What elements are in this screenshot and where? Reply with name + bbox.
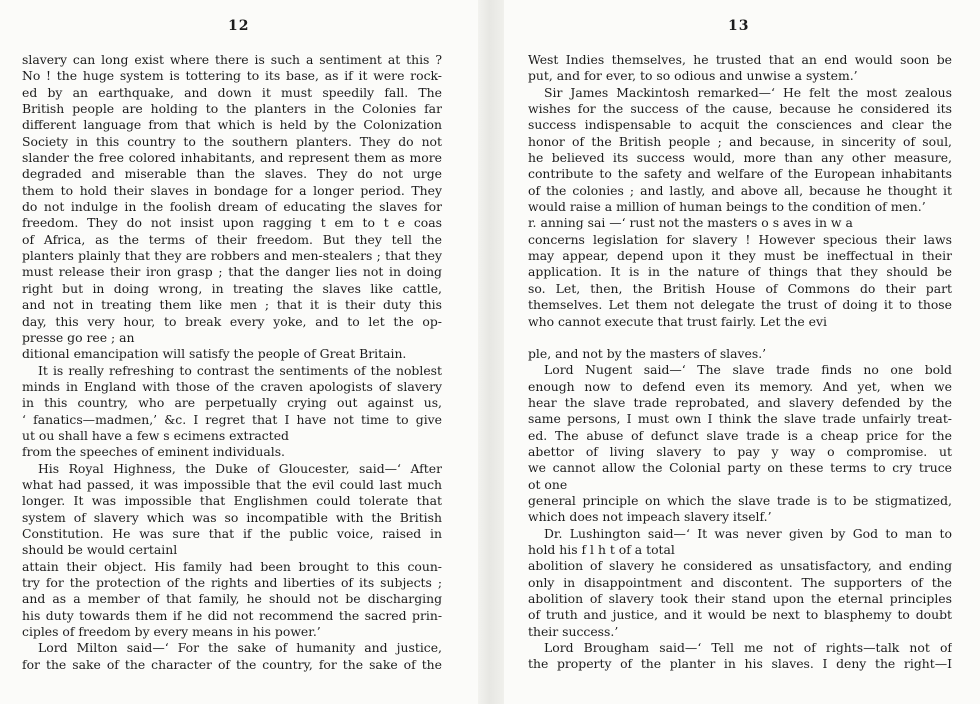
right-page-text bbox=[528, 52, 952, 673]
text-line: must release their iron grasp ; that the danger lies not in doing bbox=[22, 264, 442, 280]
text-line: from the speeches of eminent individuals. bbox=[22, 444, 285, 460]
text-line: hold his f l h t of a total bbox=[528, 541, 675, 557]
text-line: British people are holding to the planters in the Colonies far bbox=[22, 101, 442, 117]
text-line: try for the protection of the rights and liberties of its subjects ; bbox=[22, 575, 442, 590]
text-line: Dr. Lushington said—‘ It was never given by God to man to bbox=[544, 525, 952, 541]
text-line: do not indulge in the foolish dream of educating the slaves for bbox=[22, 199, 442, 215]
text-line: minds in England with those of the craven apologists of slavery bbox=[22, 378, 442, 394]
text-line: of truth and justice, and it would be next to blasphemy to doubt bbox=[528, 607, 952, 623]
text-line: No ! the huge system is tottering to its base, as if it were rock- bbox=[22, 68, 442, 84]
left-page bbox=[0, 0, 472, 704]
text-line: abettor of living slavery to pay y way o compromise. ut bbox=[528, 443, 952, 459]
text-line: same persons, I must own I think the slave trade unfairly treat- bbox=[528, 411, 952, 427]
text-line: Sir James Mackintosh remarked—‘ He felt the most zealous bbox=[544, 84, 952, 100]
book-gutter bbox=[478, 0, 504, 704]
text-line: abolition of slavery he considered as unsatisfactory, and ending bbox=[528, 558, 952, 574]
text-line: concerns legislation for slavery ! However specious their laws bbox=[528, 231, 952, 247]
text-line: would raise a million of human beings to the condition of men.’ bbox=[528, 199, 926, 215]
text-line: and as a member of that family, he should not be discharging bbox=[22, 591, 442, 607]
text-line: presse go ree ; an bbox=[22, 329, 135, 345]
text-line: wishes for the success of the cause, because he considered its bbox=[528, 101, 952, 117]
text-line: honor of the British people ; and because, in sincerity of soul, bbox=[528, 133, 952, 149]
text-line: the property of the planter in his slaves. I deny the right—I bbox=[528, 656, 952, 672]
text-line: ed. The abuse of defunct slave trade is a cheap price for the bbox=[528, 427, 952, 443]
right-page bbox=[510, 0, 980, 704]
text-line: It is really refreshing to contrast the sentiments of the noblest bbox=[38, 362, 442, 378]
page-number-right: 13 bbox=[728, 18, 750, 34]
text-line: only in disappointment and discontent. The supporters of the bbox=[528, 574, 952, 590]
text-line: longer. It was impossible that Englishmen could tolerate that bbox=[22, 493, 442, 509]
text-line: degraded and miserable than the slaves. They do not urge bbox=[22, 166, 442, 182]
text-line: he believed its success would, more than any other measure, bbox=[528, 150, 952, 166]
text-line: ple, and not by the masters of slaves.’ bbox=[528, 345, 767, 361]
text-line: day, this very hour, to break every yoke, and to let the op- bbox=[22, 313, 442, 329]
text-line: Constitution. He was sure that if the public voice, raised in bbox=[22, 525, 442, 541]
text-line: what had passed, it was impossible that the evil could last much bbox=[22, 476, 442, 492]
text-line: them to hold their slaves in bondage for a longer period. They bbox=[22, 182, 442, 198]
text-line: different language from that which is held by the Colonization bbox=[22, 117, 442, 133]
text-line: enough now to defend even its memory. And yet, when we bbox=[528, 378, 952, 394]
text-line: hear the slave trade reprobated, and slavery defended by the bbox=[528, 394, 952, 410]
text-line: right but in doing wrong, in treating the slaves like cattle, bbox=[22, 280, 442, 296]
text-line: contribute to the safety and welfare of the European inhabitants bbox=[528, 166, 952, 182]
text-line: for the sake of the character of the country, for the sake of the bbox=[22, 656, 442, 672]
text-line: of Africa, as the terms of their freedom. But they tell the bbox=[22, 231, 442, 247]
text-line: put, and for ever, to so odious and unwise a system.’ bbox=[528, 68, 858, 84]
text-line: ditional emancipation will satisfy the people of Great Britain. bbox=[22, 346, 407, 362]
text-line: attain their object. His family had been brought to this coun- bbox=[22, 558, 442, 574]
text-line: West Indies themselves, he trusted that an end would soon be bbox=[528, 52, 952, 67]
text-line: abolition of slavery took their stand upon the eternal principles bbox=[528, 591, 952, 606]
text-line: Lord Brougham said—‘ Tell me not of rights—talk not of bbox=[544, 640, 952, 656]
text-line: may appear, depend upon it they must be ineffectual in their bbox=[528, 248, 952, 264]
text-line: so. Let, then, the British House of Commons do their part bbox=[528, 280, 952, 296]
text-line: planters plainly that they are robbers and men-stealers ; that they bbox=[22, 248, 442, 264]
text-line: application. It is in the nature of things that they should be bbox=[528, 264, 952, 280]
text-line: freedom. They do not insist upon ragging t em to t e coas bbox=[22, 215, 442, 231]
text-line: r. anning sai —‘ rust not the masters o s aves in w a bbox=[528, 215, 853, 231]
text-line: we cannot allow the Colonial party on these terms to cry truce bbox=[528, 460, 952, 476]
text-line: ‘ fanatics—madmen,’ &c. I regret that I have not time to give bbox=[22, 411, 442, 427]
text-line: in this country, who are perpetually crying out against us, bbox=[22, 395, 442, 411]
text-line: success indispensable to acquit the consciences and clear the bbox=[528, 117, 952, 133]
text-line: ot one bbox=[528, 476, 568, 492]
text-line: ciples of freedom by every means in his power.’ bbox=[22, 624, 321, 640]
text-line: general principle on which the slave trade is to be stigmatized, bbox=[528, 492, 952, 508]
text-line: Lord Nugent said—‘ The slave trade finds no one bold bbox=[544, 362, 952, 378]
text-line: which does not impeach slavery itself.’ bbox=[528, 509, 772, 525]
text-line: Society in this country to the southern planters. They do not bbox=[22, 133, 442, 149]
text-line: of the colonies ; and lastly, and above all, because he thought it bbox=[528, 182, 952, 198]
text-line: his duty towards them if he did not recommend the sacred prin- bbox=[22, 607, 442, 623]
page-number-left: 12 bbox=[228, 18, 250, 34]
text-line: slavery can long exist where there is such a sentiment at this ? bbox=[22, 52, 442, 67]
text-line: ed by an earthquake, and down it must speedily fall. The bbox=[22, 84, 442, 100]
text-line: His Royal Highness, the Duke of Gloucester, said—‘ After bbox=[38, 460, 442, 476]
left-page-text bbox=[22, 52, 442, 673]
text-line: slander the free colored inhabitants, and represent them as more bbox=[22, 150, 442, 166]
text-line: system of slavery which was so incompatible with the British bbox=[22, 509, 442, 525]
text-line: who cannot execute that trust fairly. Let the evi bbox=[528, 313, 827, 329]
text-line: their success.’ bbox=[528, 623, 619, 639]
text-line: should be would certainl bbox=[22, 542, 178, 558]
text-line: themselves. Let them not delegate the trust of doing it to those bbox=[528, 297, 952, 313]
text-line: ut ou shall have a few s ecimens extracted bbox=[22, 427, 289, 443]
text-line: and not in treating them like men ; that it is their duty this bbox=[22, 297, 442, 313]
text-line: Lord Milton said—‘ For the sake of humanity and justice, bbox=[38, 640, 442, 656]
